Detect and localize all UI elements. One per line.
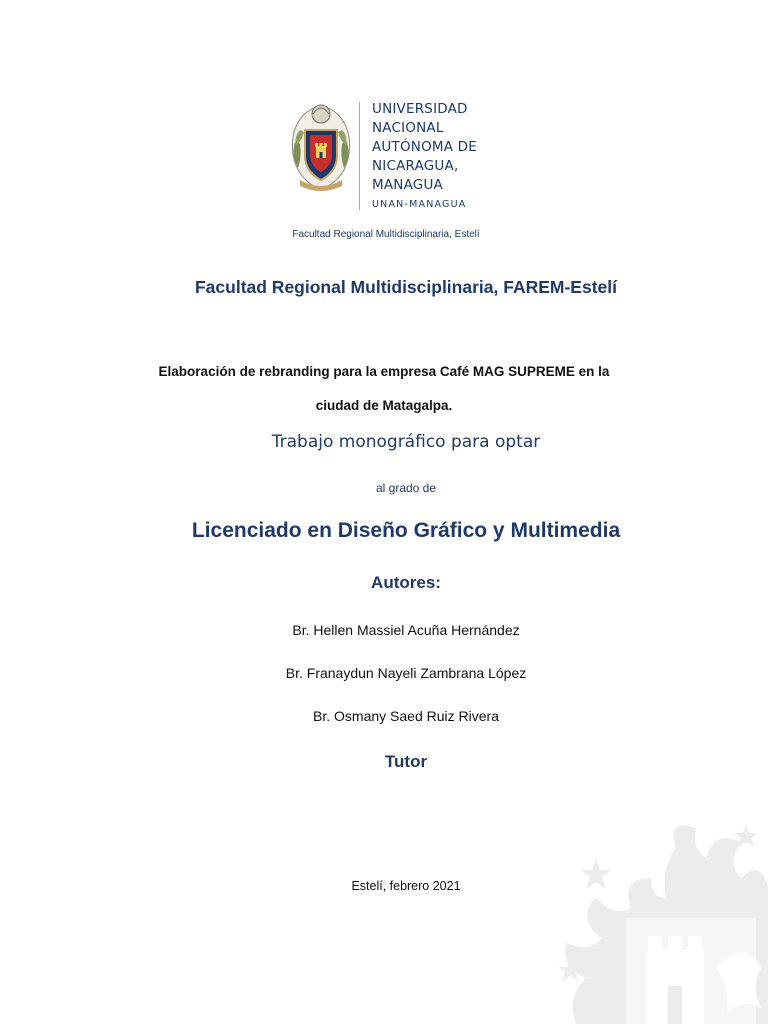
university-name-line: AUTÓNOMA DE [372, 139, 478, 155]
author-name: Br. Osmany Saed Ruiz Rivera [313, 708, 499, 724]
university-name-line: NACIONAL [372, 120, 444, 136]
university-name-line: NICARAGUA, [372, 158, 459, 174]
thesis-subtitle: Trabajo monográfico para optar [271, 432, 541, 452]
faculty-heading: Facultad Regional Multidisciplinaria, FAREM-Estelí [194, 277, 617, 297]
university-crest-icon [288, 100, 354, 196]
tutor-heading: Tutor [384, 752, 428, 771]
authors-heading: Autores: [371, 573, 441, 592]
grade-prefix: al grado de [375, 481, 437, 495]
university-short-name: UNAN-MANAGUA [372, 199, 467, 210]
crest-watermark-icon [556, 818, 768, 1024]
university-name [372, 100, 492, 195]
thesis-title-line-2: ciudad de Matagalpa. [315, 398, 453, 413]
university-name-line: UNIVERSIDAD [372, 101, 468, 117]
place-date: Estelí, febrero 2021 [351, 879, 461, 893]
logo-divider [359, 102, 360, 210]
thesis-title [0, 355, 768, 423]
university-name-line: MANAGUA [372, 177, 443, 193]
faculty-subtitle: Facultad Regional Multidisciplinaria, Estelí [292, 229, 480, 240]
author-name: Br. Hellen Massiel Acuña Hernández [292, 622, 520, 638]
thesis-title-line-1: Elaboración de rebranding para la empresa Café MAG SUPREME en la [158, 364, 610, 379]
university-logo [288, 100, 488, 212]
degree-title: Licenciado en Diseño Gráfico y Multimedia [191, 519, 621, 542]
author-name: Br. Franaydun Nayeli Zambrana López [285, 665, 527, 681]
